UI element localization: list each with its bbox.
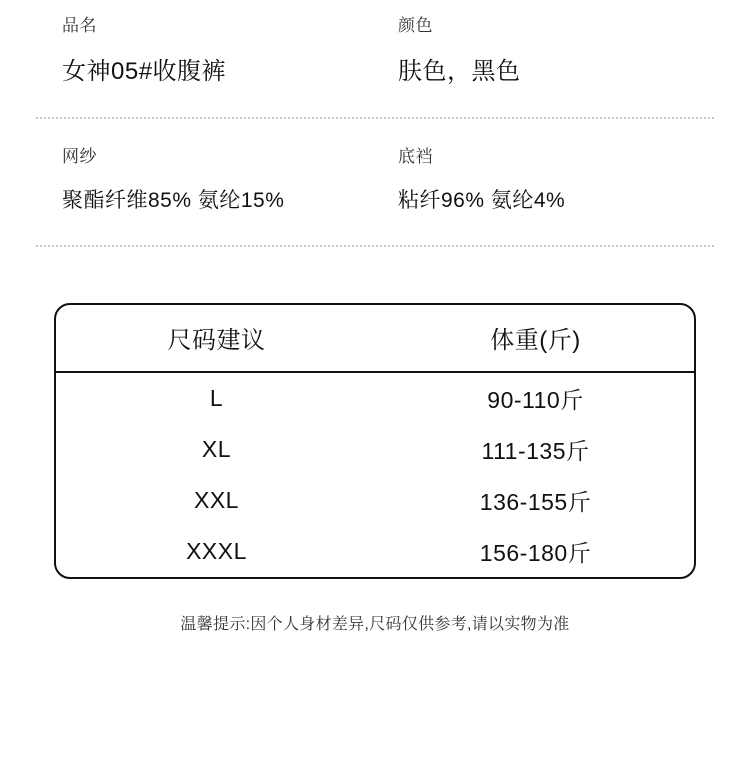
spec-label-color: 颜色: [398, 16, 433, 35]
spec-row-material: [0, 119, 750, 213]
spec-row-basic: [0, 0, 750, 87]
table-row: [56, 475, 694, 526]
spec-value-gusset: 粘纤96% 氨纶4%: [398, 188, 566, 212]
size-chart: [54, 303, 696, 579]
size-cell: L: [209, 384, 224, 411]
spec-label-product-name: 品名: [62, 16, 97, 35]
weight-cell: 90-110斤: [487, 386, 584, 413]
weight-cell: 111-135斤: [481, 437, 590, 464]
weight-cell: 136-155斤: [479, 488, 592, 515]
spec-cell-color: [350, 16, 750, 87]
size-table: [56, 305, 694, 577]
spec-value-color: 肤色，黑色: [398, 58, 521, 86]
spec-label-mesh: 网纱: [62, 147, 97, 167]
spec-cell-product-name: [0, 16, 350, 87]
size-cell: XXXL: [186, 537, 247, 564]
table-row: [56, 526, 694, 577]
spec-cell-gusset: [350, 147, 750, 213]
spec-value-product-name: 女神05#收腹裤: [62, 58, 227, 86]
size-cell: XL: [201, 435, 232, 462]
spec-label-gusset: 底裆: [398, 147, 433, 167]
table-row: [56, 372, 694, 424]
size-table-header-size: 尺码建议: [56, 305, 377, 372]
disclaimer-note: 温馨提示:因个人身材差异,尺码仅供参考,请以实物为准: [180, 615, 570, 633]
spec-cell-mesh: [0, 147, 350, 213]
divider-bottom: [36, 245, 714, 247]
table-row: [56, 424, 694, 475]
size-table-header-weight: 体重(斤): [377, 305, 694, 372]
spec-value-mesh: 聚酯纤维85% 氨纶15%: [62, 188, 285, 212]
size-cell: XXL: [194, 486, 239, 513]
weight-cell: 156-180斤: [479, 539, 592, 566]
size-table-header-row: [56, 305, 694, 372]
